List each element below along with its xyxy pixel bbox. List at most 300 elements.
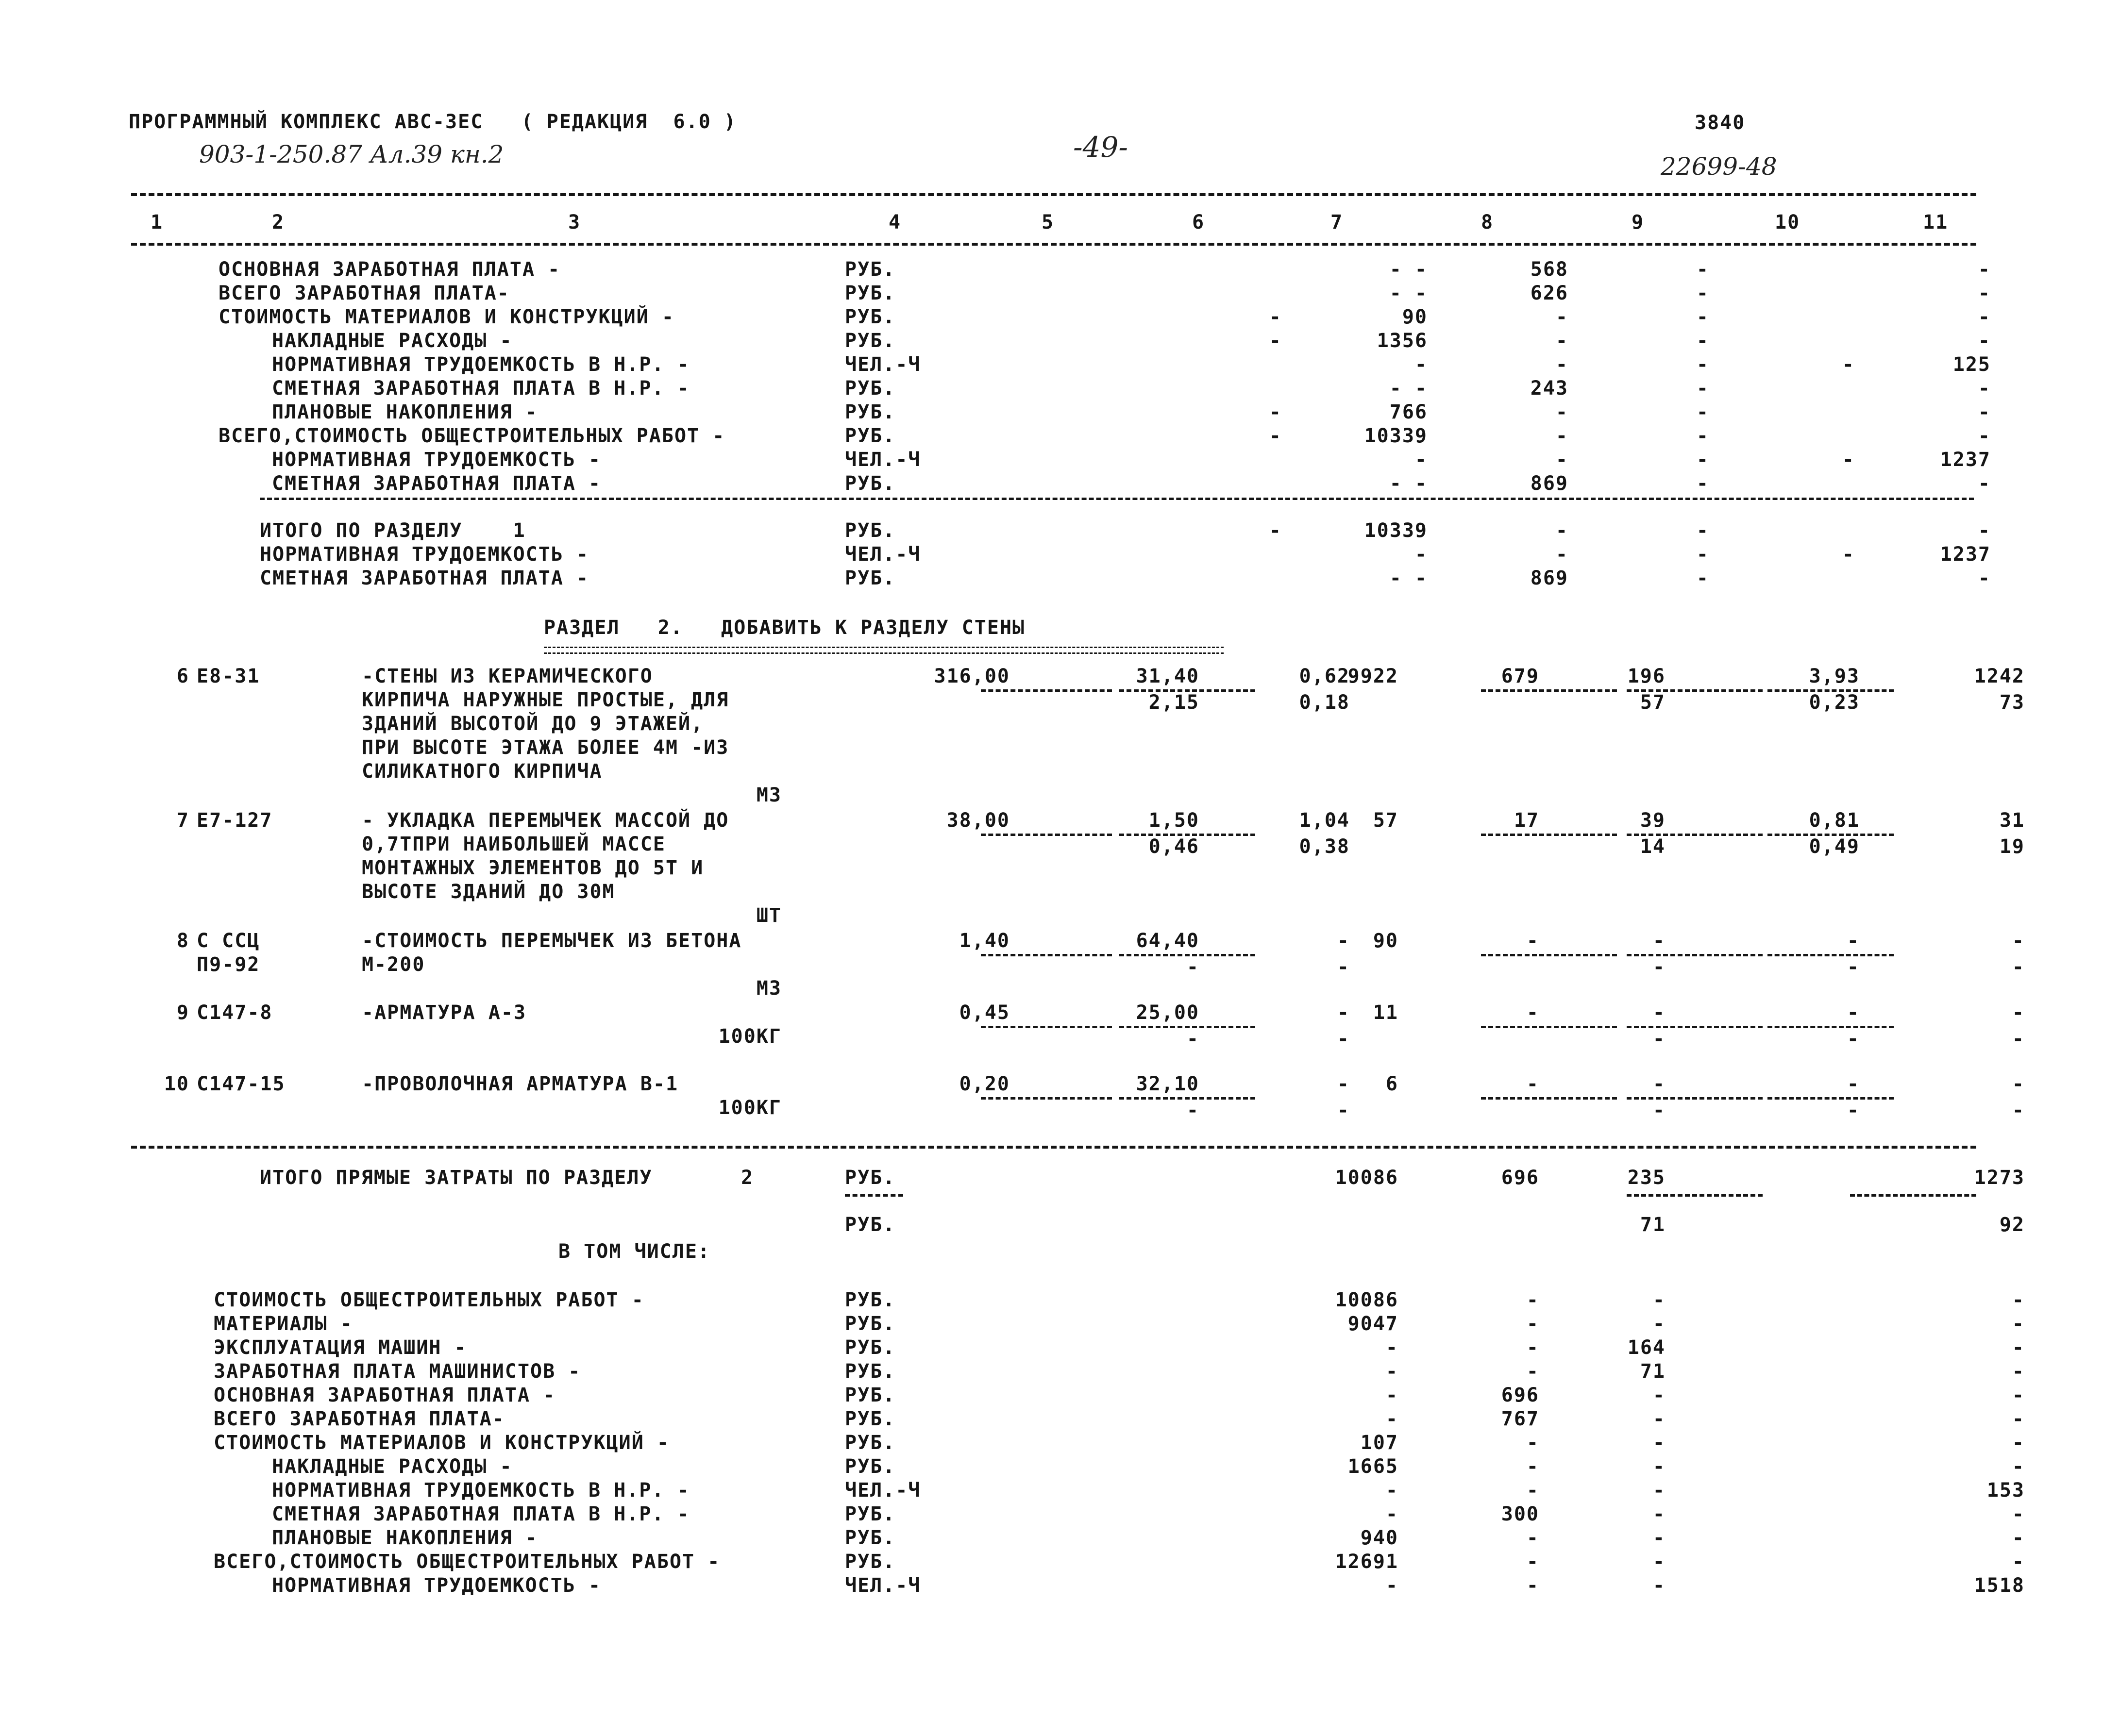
unit: РУБ. — [845, 425, 896, 447]
value-c8: - — [1526, 1455, 1539, 1478]
column-number: 1 — [151, 211, 164, 234]
labor-machine: - — [1847, 956, 1860, 978]
itogo-label: ИТОГО ПРЯМЫЕ ЗАТРАТЫ ПО РАЗДЕЛУ 2 — [260, 1167, 754, 1189]
summary-label: ВСЕГО,СТОИМОСТЬ ОБЩЕСТРОИТЕЛЬНЫХ РАБОТ - — [214, 1551, 721, 1573]
unit-price: - — [1337, 1002, 1350, 1024]
summary-label: ЭКСПЛУАТАЦИЯ МАШИН - — [214, 1336, 467, 1359]
unit-price: 1,50 — [1148, 809, 1199, 832]
rule — [1481, 1097, 1617, 1100]
value-c7: 10086 — [1335, 1289, 1398, 1311]
summary-label: НОРМАТИВНАЯ ТРУДОЕМКОСТЬ - — [260, 543, 589, 566]
rule — [131, 193, 1976, 196]
summary-label: НОРМАТИВНАЯ ТРУДОЕМКОСТЬ В Н.Р. - — [272, 353, 690, 376]
total-wage: 17 — [1514, 809, 1539, 832]
value-c9: - — [1652, 1527, 1666, 1549]
machinist-total: - — [2012, 1028, 2025, 1050]
value-c9: - — [1696, 377, 1709, 400]
value-c6: - — [1269, 519, 1282, 542]
rule — [981, 1097, 1112, 1100]
machinist-total: 92 — [1999, 1214, 2025, 1236]
total-cost: 11 — [1373, 1002, 1398, 1024]
labor-norm: - — [1847, 1002, 1860, 1024]
value-c8: 869 — [1530, 472, 1568, 495]
document-number: 22699-48 — [1661, 152, 1777, 181]
item-unit: М3 — [756, 977, 782, 1000]
value-c9: - — [1652, 1432, 1666, 1454]
item-code: П9-92 — [197, 953, 260, 976]
machinist-wage: - — [1652, 1099, 1666, 1121]
value-c8: - — [1555, 519, 1568, 542]
rule — [981, 954, 1112, 956]
value-c11: - — [1978, 567, 1991, 589]
rule — [981, 834, 1112, 836]
machinist-total: - — [2012, 956, 2025, 978]
unit: РУБ. — [845, 1551, 896, 1573]
item-description: ЗДАНИЙ ВЫСОТОЙ ДО 9 ЭТАЖЕЙ, — [362, 713, 704, 735]
machinist-total: 19 — [1999, 835, 2025, 858]
wage-price: - — [1186, 1099, 1199, 1121]
value-c9: - — [1696, 330, 1709, 352]
value-c9: - — [1652, 1574, 1666, 1597]
value-c7: 766 — [1389, 401, 1428, 423]
value-c8: - — [1555, 306, 1568, 328]
value-c9: - — [1696, 543, 1709, 566]
item-unit: 100КГ — [718, 1097, 782, 1119]
value-c9: - — [1696, 449, 1709, 471]
total-wage: 679 — [1501, 665, 1539, 687]
value-c8: - — [1526, 1574, 1539, 1597]
unit: РУБ. — [845, 1384, 896, 1406]
column-number: 7 — [1330, 211, 1344, 234]
unit: РУБ. — [845, 567, 896, 589]
value-c9: - — [1696, 519, 1709, 542]
unit: РУБ. — [845, 258, 896, 281]
value-c7: - — [1414, 543, 1428, 566]
program-header: ПРОГРАММНЫЙ КОМПЛЕКС АВС-ЗЕС ( РЕДАКЦИЯ 6.0 ) — [129, 111, 737, 133]
item-code: С ССЦ — [197, 930, 260, 952]
value-c8: - — [1526, 1551, 1539, 1573]
value-c10: - — [1842, 353, 1855, 376]
unit-price: 64,40 — [1136, 930, 1199, 952]
value-c6: - — [1269, 401, 1282, 423]
value-c9: - — [1652, 1384, 1666, 1406]
unit: РУБ. — [845, 472, 896, 495]
unit: РУБ. — [845, 1360, 896, 1383]
item-description: -АРМАТУРА А-3 — [362, 1002, 527, 1024]
value-c8: - — [1526, 1432, 1539, 1454]
wage-price: 0,38 — [1299, 835, 1350, 858]
value-c7: - — [1385, 1503, 1398, 1525]
column-number: 2 — [272, 211, 285, 234]
column-number: 3 — [568, 211, 581, 234]
machine-cost: - — [1652, 930, 1666, 952]
value-c7: 940 — [1360, 1527, 1398, 1549]
rule — [1767, 1097, 1894, 1100]
value-c11: - — [2012, 1455, 2025, 1478]
value-c8: - — [1555, 330, 1568, 352]
rule — [1850, 1194, 1976, 1197]
value-c10: - — [1842, 543, 1855, 566]
machine-cost: - — [1652, 1002, 1666, 1024]
value-c7: - — [1385, 1360, 1398, 1383]
value-c9: - — [1696, 258, 1709, 281]
summary-label: СТОИМОСТЬ ОБЩЕСТРОИТЕЛЬНЫХ РАБОТ - — [214, 1289, 644, 1311]
value-c9: - — [1696, 472, 1709, 495]
value-c11: - — [1978, 377, 1991, 400]
unit: РУБ. — [845, 401, 896, 423]
unit: РУБ. — [845, 1432, 896, 1454]
value-c8: 767 — [1501, 1408, 1539, 1430]
column-number: 4 — [889, 211, 902, 234]
value-c9: 164 — [1627, 1336, 1666, 1359]
quantity: 1,40 — [959, 930, 1010, 952]
value-c8: 243 — [1530, 377, 1568, 400]
wage-price: - — [1337, 1099, 1350, 1121]
rule — [260, 498, 1974, 500]
summary-label: ОСНОВНАЯ ЗАРАБОТНАЯ ПЛАТА - — [214, 1384, 556, 1406]
value-c7: - — [1414, 353, 1428, 376]
machinist-wage: 57 — [1640, 691, 1666, 714]
value-c8: - — [1555, 543, 1568, 566]
value-c11: - — [2012, 1432, 2025, 1454]
rule — [1481, 1026, 1617, 1028]
item-description: 0,7ТПРИ НАИБОЛЬШЕЙ МАССЕ — [362, 833, 666, 855]
labor-norm: - — [1847, 930, 1860, 952]
value-c10: - — [1842, 449, 1855, 471]
total-cost: 90 — [1373, 930, 1398, 952]
machinist-total: - — [2012, 1099, 2025, 1121]
value-c8: 696 — [1501, 1384, 1539, 1406]
rule — [1627, 1097, 1763, 1100]
unit: ЧЕЛ.-Ч — [845, 1479, 921, 1502]
document-reference: 903-1-250.87 Ал.39 кн.2 — [199, 140, 504, 168]
value-c11: 1237 — [1940, 449, 1991, 471]
labor-total: - — [2012, 930, 2025, 952]
labor-norm: 3,93 — [1809, 665, 1860, 687]
item-number: 9 — [176, 1002, 189, 1024]
value-c8: 568 — [1530, 258, 1568, 281]
item-code: Е8-31 — [197, 665, 260, 687]
value-c11: 125 — [1952, 353, 1991, 376]
column-number: 6 — [1192, 211, 1205, 234]
total-cost: 9922 — [1347, 665, 1398, 687]
item-code: Е7-127 — [197, 809, 273, 832]
subheading: В ТОМ ЧИСЛЕ: — [558, 1240, 710, 1263]
unit-price: - — [1337, 1073, 1350, 1095]
unit: РУБ. — [845, 1336, 896, 1359]
value-c8: - — [1526, 1289, 1539, 1311]
rule — [845, 1194, 903, 1197]
unit: ЧЕЛ.-Ч — [845, 353, 921, 376]
value-c11: - — [2012, 1360, 2025, 1383]
quantity: 38,00 — [946, 809, 1010, 832]
rule — [131, 243, 1976, 246]
labor-machine: 0,49 — [1809, 835, 1860, 858]
value-c7: - — [1385, 1408, 1398, 1430]
value-c8: - — [1526, 1479, 1539, 1502]
value-c9: - — [1652, 1503, 1666, 1525]
value-c11: 153 — [1986, 1479, 2025, 1502]
unit: ЧЕЛ.-Ч — [845, 449, 921, 471]
value-c7: - - — [1389, 377, 1428, 400]
machine-cost: 235 — [1627, 1167, 1666, 1189]
value-c9: - — [1652, 1313, 1666, 1335]
value-c6: - — [1269, 306, 1282, 328]
rule — [981, 1026, 1112, 1028]
unit-price: - — [1337, 930, 1350, 952]
summary-label: СТОИМОСТЬ МАТЕРИАЛОВ И КОНСТРУКЦИЙ - — [219, 306, 674, 328]
value-c11: - — [1978, 519, 1991, 542]
machinist-total: 73 — [1999, 691, 2025, 714]
wage-price: 2,15 — [1148, 691, 1199, 714]
item-description: ВЫСОТЕ ЗДАНИЙ ДО 30М — [362, 881, 615, 903]
unit: РУБ. — [845, 1408, 896, 1430]
summary-label: ВСЕГО,СТОИМОСТЬ ОБЩЕСТРОИТЕЛЬНЫХ РАБОТ - — [219, 425, 725, 447]
unit: РУБ. — [845, 1214, 896, 1236]
unit-price: 32,10 — [1136, 1073, 1199, 1095]
value-c9: - — [1696, 401, 1709, 423]
value-c7: 1665 — [1347, 1455, 1398, 1478]
labor-machine: - — [1847, 1028, 1860, 1050]
value-c8: - — [1555, 425, 1568, 447]
unit: РУБ. — [845, 330, 896, 352]
rule — [1481, 834, 1617, 836]
item-description: СИЛИКАТНОГО КИРПИЧА — [362, 760, 603, 783]
value-c9: - — [1696, 425, 1709, 447]
machinist-wage: 14 — [1640, 835, 1666, 858]
item-number: 7 — [176, 809, 189, 832]
total-wage: - — [1526, 1002, 1539, 1024]
summary-label: СМЕТНАЯ ЗАРАБОТНАЯ ПЛАТА - — [260, 567, 589, 589]
summary-label: НОРМАТИВНАЯ ТРУДОЕМКОСТЬ В Н.Р. - — [272, 1479, 690, 1502]
item-unit: 100КГ — [718, 1025, 782, 1048]
value-c8: 869 — [1530, 567, 1568, 589]
machinist-wage: 71 — [1640, 1214, 1666, 1236]
labor-norm: - — [1847, 1073, 1860, 1095]
value-c8: - — [1526, 1313, 1539, 1335]
unit-price: 1,04 — [1299, 809, 1350, 832]
item-number: 10 — [164, 1073, 189, 1095]
item-code: С147-8 — [197, 1002, 273, 1024]
value-c7: - - — [1389, 472, 1428, 495]
value-c7: - — [1414, 449, 1428, 471]
value-c11: - — [1978, 306, 1991, 328]
summary-label: СТОИМОСТЬ МАТЕРИАЛОВ И КОНСТРУКЦИЙ - — [214, 1432, 670, 1454]
value-c9: - — [1652, 1551, 1666, 1573]
value-c9: - — [1652, 1455, 1666, 1478]
unit: РУБ. — [845, 1313, 896, 1335]
summary-label: ВСЕГО ЗАРАБОТНАЯ ПЛАТА- — [214, 1408, 505, 1430]
value-c8: - — [1526, 1360, 1539, 1383]
labor-total: - — [2012, 1073, 2025, 1095]
rule — [1627, 1026, 1763, 1028]
document-code: 3840 — [1695, 112, 1746, 134]
value-c7: - - — [1389, 258, 1428, 281]
rule — [131, 1146, 1976, 1149]
value-c7: - — [1385, 1384, 1398, 1406]
labor-machine: 0,23 — [1809, 691, 1860, 714]
unit-price: 25,00 — [1136, 1002, 1199, 1024]
summary-label: НОРМАТИВНАЯ ТРУДОЕМКОСТЬ - — [272, 449, 602, 471]
total-wage: - — [1526, 930, 1539, 952]
quantity: 0,45 — [959, 1002, 1010, 1024]
value-c9: - — [1652, 1408, 1666, 1430]
rule — [1627, 954, 1763, 956]
labor-total: 1273 — [1974, 1167, 2025, 1189]
summary-label: ИТОГО ПО РАЗДЕЛУ 1 — [260, 519, 526, 542]
unit: ЧЕЛ.-Ч — [845, 1574, 921, 1597]
unit: РУБ. — [845, 282, 896, 304]
value-c11: - — [2012, 1384, 2025, 1406]
summary-label: НАКЛАДНЫЕ РАСХОДЫ - — [272, 1455, 513, 1478]
value-c11: - — [2012, 1503, 2025, 1525]
value-c11: - — [2012, 1289, 2025, 1311]
quantity: 0,20 — [959, 1073, 1010, 1095]
summary-label: НОРМАТИВНАЯ ТРУДОЕМКОСТЬ - — [272, 1574, 602, 1597]
page-number: -49- — [1073, 131, 1128, 164]
machine-cost: 39 — [1640, 809, 1666, 832]
value-c7: 107 — [1360, 1432, 1398, 1454]
item-description: КИРПИЧА НАРУЖНЫЕ ПРОСТЫЕ, ДЛЯ — [362, 689, 729, 711]
unit: РУБ. — [845, 306, 896, 328]
summary-label: ЗАРАБОТНАЯ ПЛАТА МАШИНИСТОВ - — [214, 1360, 581, 1383]
value-c11: - — [2012, 1313, 2025, 1335]
item-code: С147-15 — [197, 1073, 286, 1095]
rule — [1767, 954, 1894, 956]
item-description: МОНТАЖНЫХ ЭЛЕМЕНТОВ ДО 5Т И — [362, 857, 704, 879]
summary-label: ОСНОВНАЯ ЗАРАБОТНАЯ ПЛАТА - — [219, 258, 561, 281]
value-c6: - — [1269, 330, 1282, 352]
value-c11: - — [1978, 401, 1991, 423]
labor-machine: - — [1847, 1099, 1860, 1121]
column-number: 11 — [1923, 211, 1949, 234]
rule — [1481, 954, 1617, 956]
section-title: РАЗДЕЛ 2. ДОБАВИТЬ К РАЗДЕЛУ СТЕНЫ — [544, 617, 1026, 639]
value-c9: - — [1696, 282, 1709, 304]
column-number: 10 — [1775, 211, 1800, 234]
wage-price: - — [1186, 956, 1199, 978]
machine-cost: 196 — [1627, 665, 1666, 687]
value-c8: - — [1526, 1336, 1539, 1359]
value-c11: - — [2012, 1551, 2025, 1573]
value-c8: - — [1555, 353, 1568, 376]
value-c9: 71 — [1640, 1360, 1666, 1383]
item-unit: ШТ — [756, 904, 782, 927]
unit-price: 0,62 — [1299, 665, 1350, 687]
value-c7: 10339 — [1364, 425, 1428, 447]
item-description: -ПРОВОЛОЧНАЯ АРМАТУРА В-1 — [362, 1073, 679, 1095]
unit: РУБ. — [845, 1527, 896, 1549]
item-description: -СТЕНЫ ИЗ КЕРАМИЧЕСКОГО — [362, 665, 653, 687]
item-unit: М3 — [756, 784, 782, 806]
machinist-wage: - — [1652, 1028, 1666, 1050]
labor-total: 1242 — [1974, 665, 2025, 687]
unit: РУБ. — [845, 1503, 896, 1525]
item-description: М-200 — [362, 953, 425, 976]
summary-label: НАКЛАДНЫЕ РАСХОДЫ - — [272, 330, 513, 352]
value-c7: - - — [1389, 567, 1428, 589]
item-number: 6 — [176, 665, 189, 687]
value-c7: 10339 — [1364, 519, 1428, 542]
value-c8: - — [1555, 449, 1568, 471]
item-description: ПРИ ВЫСОТЕ ЭТАЖА БОЛЕЕ 4М -ИЗ — [362, 736, 729, 759]
wage-price: - — [1337, 1028, 1350, 1050]
total-cost: 57 — [1373, 809, 1398, 832]
summary-label: ВСЕГО ЗАРАБОТНАЯ ПЛАТА- — [219, 282, 510, 304]
wage-price: 0,46 — [1148, 835, 1199, 858]
value-c11: - — [1978, 472, 1991, 495]
value-c7: - — [1385, 1336, 1398, 1359]
value-c11: - — [2012, 1336, 2025, 1359]
total-cost: 6 — [1385, 1073, 1398, 1095]
value-c11: - — [1978, 425, 1991, 447]
column-number: 5 — [1042, 211, 1055, 234]
item-description: -СТОИМОСТЬ ПЕРЕМЫЧЕК ИЗ БЕТОНА — [362, 930, 742, 952]
column-number: 9 — [1632, 211, 1645, 234]
value-c7: - — [1385, 1574, 1398, 1597]
value-c11: - — [1978, 258, 1991, 281]
machinist-wage: - — [1652, 956, 1666, 978]
unit: РУБ. — [845, 377, 896, 400]
value-c9: - — [1652, 1289, 1666, 1311]
labor-norm: 0,81 — [1809, 809, 1860, 832]
summary-label: ПЛАНОВЫЕ НАКОПЛЕНИЯ - — [272, 1527, 538, 1549]
unit: РУБ. — [845, 1455, 896, 1478]
rule — [1627, 1194, 1763, 1197]
value-c9: - — [1696, 353, 1709, 376]
value-c11: 1518 — [1974, 1574, 2025, 1597]
summary-label: МАТЕРИАЛЫ - — [214, 1313, 353, 1335]
total-wage: - — [1526, 1073, 1539, 1095]
rule — [544, 647, 1224, 654]
wage-price: - — [1186, 1028, 1199, 1050]
rule — [981, 689, 1112, 692]
total-wage: 696 — [1501, 1167, 1539, 1189]
item-description: - УКЛАДКА ПЕРЕМЫЧЕК МАССОЙ ДО — [362, 809, 729, 832]
value-c7: 1356 — [1377, 330, 1428, 352]
summary-label: СМЕТНАЯ ЗАРАБОТНАЯ ПЛАТА В Н.Р. - — [272, 1503, 690, 1525]
value-c6: - — [1269, 425, 1282, 447]
labor-total: - — [2012, 1002, 2025, 1024]
value-c11: - — [2012, 1527, 2025, 1549]
value-c11: - — [1978, 282, 1991, 304]
unit: РУБ. — [845, 1289, 896, 1311]
value-c11: 1237 — [1940, 543, 1991, 566]
value-c9: - — [1696, 306, 1709, 328]
summary-label: СМЕТНАЯ ЗАРАБОТНАЯ ПЛАТА - — [272, 472, 602, 495]
value-c7: 12691 — [1335, 1551, 1398, 1573]
unit-price: 31,40 — [1136, 665, 1199, 687]
unit: РУБ. — [845, 1167, 896, 1189]
item-number: 8 — [176, 930, 189, 952]
total-cost: 10086 — [1335, 1167, 1398, 1189]
value-c9: - — [1696, 567, 1709, 589]
value-c8: 626 — [1530, 282, 1568, 304]
value-c8: 300 — [1501, 1503, 1539, 1525]
value-c11: - — [1978, 330, 1991, 352]
value-c8: - — [1526, 1527, 1539, 1549]
value-c7: 9047 — [1347, 1313, 1398, 1335]
value-c11: - — [2012, 1408, 2025, 1430]
value-c7: - — [1385, 1479, 1398, 1502]
value-c8: - — [1555, 401, 1568, 423]
unit: РУБ. — [845, 519, 896, 542]
column-number: 8 — [1481, 211, 1494, 234]
summary-label: СМЕТНАЯ ЗАРАБОТНАЯ ПЛАТА В Н.Р. - — [272, 377, 690, 400]
wage-price: - — [1337, 956, 1350, 978]
labor-total: 31 — [1999, 809, 2025, 832]
rule — [1481, 689, 1617, 692]
